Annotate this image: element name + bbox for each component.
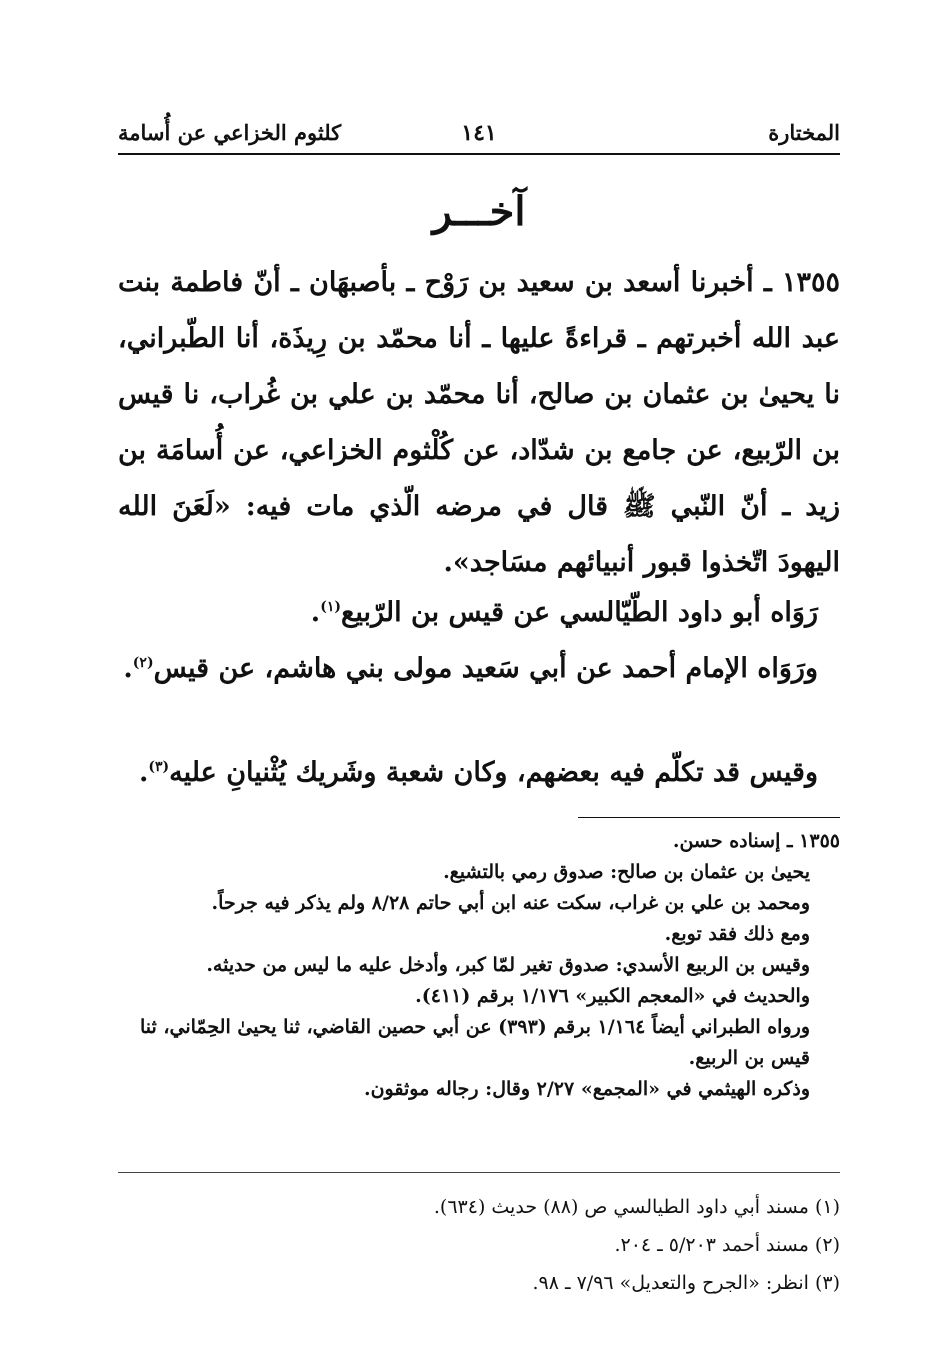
footnote: (٢) مسند أحمد ٥/٢٠٣ ـ ٢٠٤. xyxy=(614,1234,840,1256)
footnotes-divider xyxy=(118,1172,840,1173)
hadith-text xyxy=(118,255,840,591)
note-line: ومحمد بن علي بن غراب، سكت عنه ابن أبي حاتم ٨/٢٨ ولم يذكر فيه جرحاً. xyxy=(211,892,810,914)
header-chapter-title: كلثوم الخزاعي عن أُسامة xyxy=(118,120,342,145)
notes-divider xyxy=(578,817,840,818)
footnote-ref: (١) xyxy=(320,599,341,615)
header-book-title: المختارة xyxy=(768,120,840,145)
section-title: آخـــر xyxy=(432,188,526,235)
note-line: وذكره الهيثمي في «المجمع» ٢/٢٧ وقال: رجاله موثقون. xyxy=(363,1078,810,1100)
note-line: يحيىٰ بن عثمان بن صالح: صدوق رمي بالتشيع. xyxy=(443,861,810,883)
header-rule xyxy=(118,153,840,155)
footnotes xyxy=(118,1188,840,1302)
narration-paragraph xyxy=(118,641,840,697)
footnote: (١) مسند أبي داود الطيالسي ص (٨٨) حديث (٦٣٤). xyxy=(433,1196,840,1218)
notes-heading: ١٣٥٥ ـ إسناده حسن. xyxy=(672,830,840,852)
commentary-notes xyxy=(118,826,840,1105)
hadith-body: ـ أخبرنا أسعد بن سعيد بن رَوْح ـ بأصبهَان ـ أنّ فاطمة بنت عبد الله أخبرتهم ـ قراءةً عليها ـ أنا محمّد بن رِيذَة، أنا الطّبراني، نا يحيىٰ بن عثمان بن صالح، أنا محمّد بن علي بن غُراب، نا قيس بن الرّبيع، عن جامع بن شدّاد، عن كُلْثوم الخزاعي، عن أُسامَة بن زيد ـ أنّ النّبي ﷺ قال في مرضه الّذي مات فيه: «لَعَنَ الله اليهودَ اتّخذوا قبور أنبيائهم مسَاجد». xyxy=(118,267,840,578)
note-line: وقيس بن الربيع الأسدي: صدوق تغير لمّا كبر، وأدخل عليه ما ليس من حديثه. xyxy=(206,954,810,976)
narration-end: . xyxy=(123,653,133,684)
narration-end: . xyxy=(138,757,149,788)
note-line: ومع ذلك فقد توبع. xyxy=(664,923,810,945)
narration-text: وقيس قد تكلّم فيه بعضهم، وكان شعبة وشَريك يُثْنيانِ عليه xyxy=(169,757,818,788)
narration-text: رَوَاه أبو داود الطّيّالسي عن قيس بن الرّبيع xyxy=(340,597,818,628)
note-line: ورواه الطبراني أيضاً ١/١٦٤ برقم (٣٩٣) عن أبي حصين القاضي، ثنا يحيىٰ الحِمّاني، ثنا قيس بن الربيع. xyxy=(139,1016,810,1069)
hadith-number: ١٣٥٥ xyxy=(781,267,840,298)
narration-text: ورَوَاه الإمام أحمد عن أبي سَعيد مولى بني هاشم، عن قيس xyxy=(153,653,818,684)
footnote-ref: (٣) xyxy=(148,759,170,775)
note-line: والحديث في «المعجم الكبير» ١/١٧٦ برقم (٤١١). xyxy=(415,985,810,1007)
narration-paragraph xyxy=(118,745,840,801)
narration-paragraph xyxy=(118,585,840,641)
running-header xyxy=(118,112,840,152)
narration-end: . xyxy=(310,597,321,628)
page-number: ١٤١ xyxy=(461,120,497,146)
footnote-ref: (٢) xyxy=(132,655,154,671)
footnote: (٣) انظر: «الجرح والتعديل» ٧/٩٦ ـ ٩٨. xyxy=(532,1272,840,1294)
